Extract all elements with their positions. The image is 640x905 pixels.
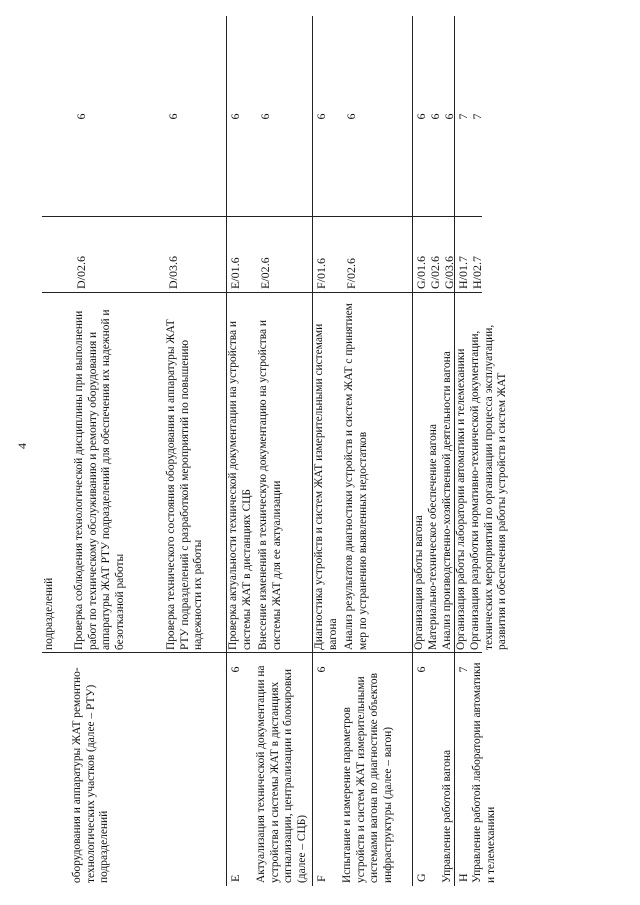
function-level: 6: [414, 666, 428, 673]
sub-function-level: 6: [414, 113, 428, 120]
row-divider: [412, 16, 413, 886]
sub-function-code: G/01.6: [414, 256, 428, 289]
function-level: 6: [228, 666, 242, 673]
sub-function-level: 6: [166, 113, 180, 120]
page-number: 4: [15, 443, 29, 449]
sub-function-name: Организация работы лаборатории автоматики и телемеханики: [455, 348, 467, 650]
sub-function-code: D/03.6: [166, 256, 180, 289]
row-code: F: [314, 875, 328, 882]
sub-function-level: 7: [470, 113, 484, 120]
sub-function-name: Организация работы вагона: [413, 515, 425, 650]
function-name: Актуализация технической документации на устройства и системы ЖАТ в дистанциях сигнализации, централизации и блокировки (далее – СЦБ): [255, 665, 308, 883]
sub-function-level: 6: [228, 113, 242, 120]
sub-function-name: Анализ производственно-хозяйственной деятельности вагона: [441, 351, 453, 650]
sub-function-level: 6: [258, 113, 272, 120]
function-level: 7: [456, 666, 470, 673]
sub-function-level: 6: [344, 113, 358, 120]
function-name: Испытание и измерение параметров устройств и систем ЖАТ измерительными системами вагона по диагностике объектов инфраструктуры (далее – вагон): [341, 673, 394, 883]
sub-function-name: Проверка соблюдения технологической дисциплины при выполнении работ по техническому обслуживанию и ремонту оборудования и аппаратуры ЖАТ РТУ подразделений для обеспечения их надежной и безотказной работы: [73, 309, 126, 650]
sub-function-name: Материально-техническое обеспечение вагона: [427, 424, 439, 650]
sub-function-level: 6: [314, 113, 328, 120]
sub-function-name: Проверка технического состояния оборудования и аппаратуры ЖАТ РТУ подразделений с разработкой мероприятий по повышению надежности их работы: [165, 319, 205, 650]
sub-function-level: 6: [74, 113, 88, 120]
sub-function-code: H/02.7: [470, 256, 484, 289]
sub-function-level: 7: [456, 113, 470, 120]
sub-function-code: E/02.6: [258, 257, 272, 289]
row-divider: [454, 16, 455, 886]
sub-function-code: F/01.6: [314, 257, 328, 289]
sub-function-name: Анализ результатов диагностики устройств и систем ЖАТ с принятием мер по устранению выявленных недостатков: [343, 303, 369, 650]
sub-function-name: Проверка актуальности технической документации на устройства и системы ЖАТ в дистанциях СЦБ: [227, 320, 253, 650]
sub-function-name: Внесение изменений в техническую документацию на устройства и системы ЖАТ для ее актуализации: [257, 319, 283, 650]
row-divider: [312, 16, 313, 886]
row-code: H: [456, 873, 470, 882]
function-name: Управление работой лаборатории автоматики и телемеханики: [471, 662, 497, 883]
sub-function-code: H/01.7: [456, 256, 470, 289]
sub-function-code: E/01.6: [228, 257, 242, 289]
sub-function-level: 6: [428, 113, 442, 120]
row-code: E: [228, 874, 242, 882]
column-divider: [42, 652, 482, 653]
sub-function-name: Диагностика устройств и систем ЖАТ измерительными системами вагона: [313, 323, 339, 650]
function-level: 6: [314, 666, 328, 673]
sub-function-level: 6: [442, 113, 456, 120]
column-divider: [42, 216, 482, 217]
sub-function-name: Организация разработки нормативно-технической документации, технических мероприятий по организации процесса эксплуатации, развития и обеспечения работы устройств и систем ЖАТ: [469, 324, 509, 650]
function-name: оборудования и аппаратуры ЖАТ ремонтно-технологических участков (далее – РТУ) подразделений: [71, 667, 111, 883]
row-divider: [226, 16, 227, 886]
competency-table: [42, 16, 509, 886]
sub-function-code: G/03.6: [442, 256, 456, 289]
column-divider: [42, 292, 482, 293]
sub-function-code: D/02.6: [74, 256, 88, 289]
function-level: [220, 653, 242, 886]
function-name: Управление работой вагона: [441, 749, 453, 883]
row-code: G: [414, 873, 428, 882]
sub-function-code: F/02.6: [344, 257, 358, 289]
sub-function-code: G/02.6: [428, 256, 442, 289]
sub-function-name: подразделений: [43, 577, 55, 650]
